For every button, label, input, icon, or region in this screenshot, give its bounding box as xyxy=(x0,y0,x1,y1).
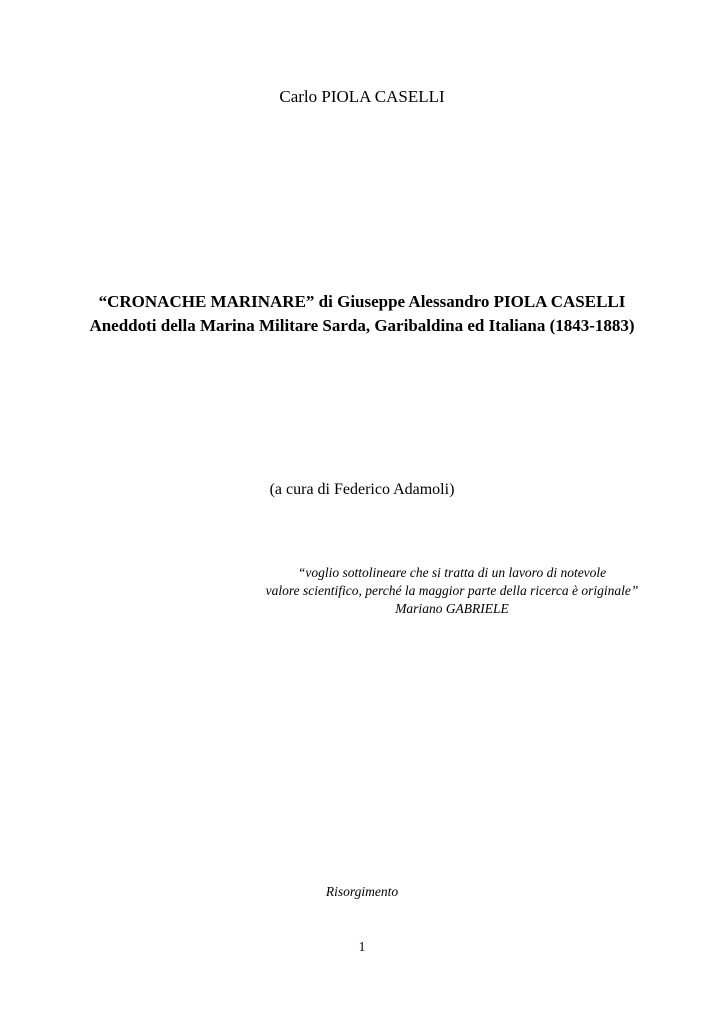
quote-line-1: “voglio sottolineare che si tratta di un lavoro di notevole xyxy=(297,565,607,580)
title-line-1: “CRONACHE MARINARE” di Giuseppe Alessandro PIOLA CASELLI xyxy=(98,292,626,311)
epigraph-quote xyxy=(0,564,724,618)
editor-credit: (a cura di Federico Adamoli) xyxy=(269,481,455,498)
page-number: 1 xyxy=(358,939,366,954)
series-label: Risorgimento xyxy=(325,884,399,899)
title-line-2: Aneddoti della Marina Militare Sarda, Garibaldina ed Italiana (1843-1883) xyxy=(89,316,635,335)
quote-line-2: valore scientifico, perché la maggior parte della ricerca è originale” xyxy=(265,583,639,598)
quote-attribution: Mariano GABRIELE xyxy=(395,601,509,616)
document-title xyxy=(0,290,724,338)
author-name: Carlo PIOLA CASELLI xyxy=(279,87,445,106)
